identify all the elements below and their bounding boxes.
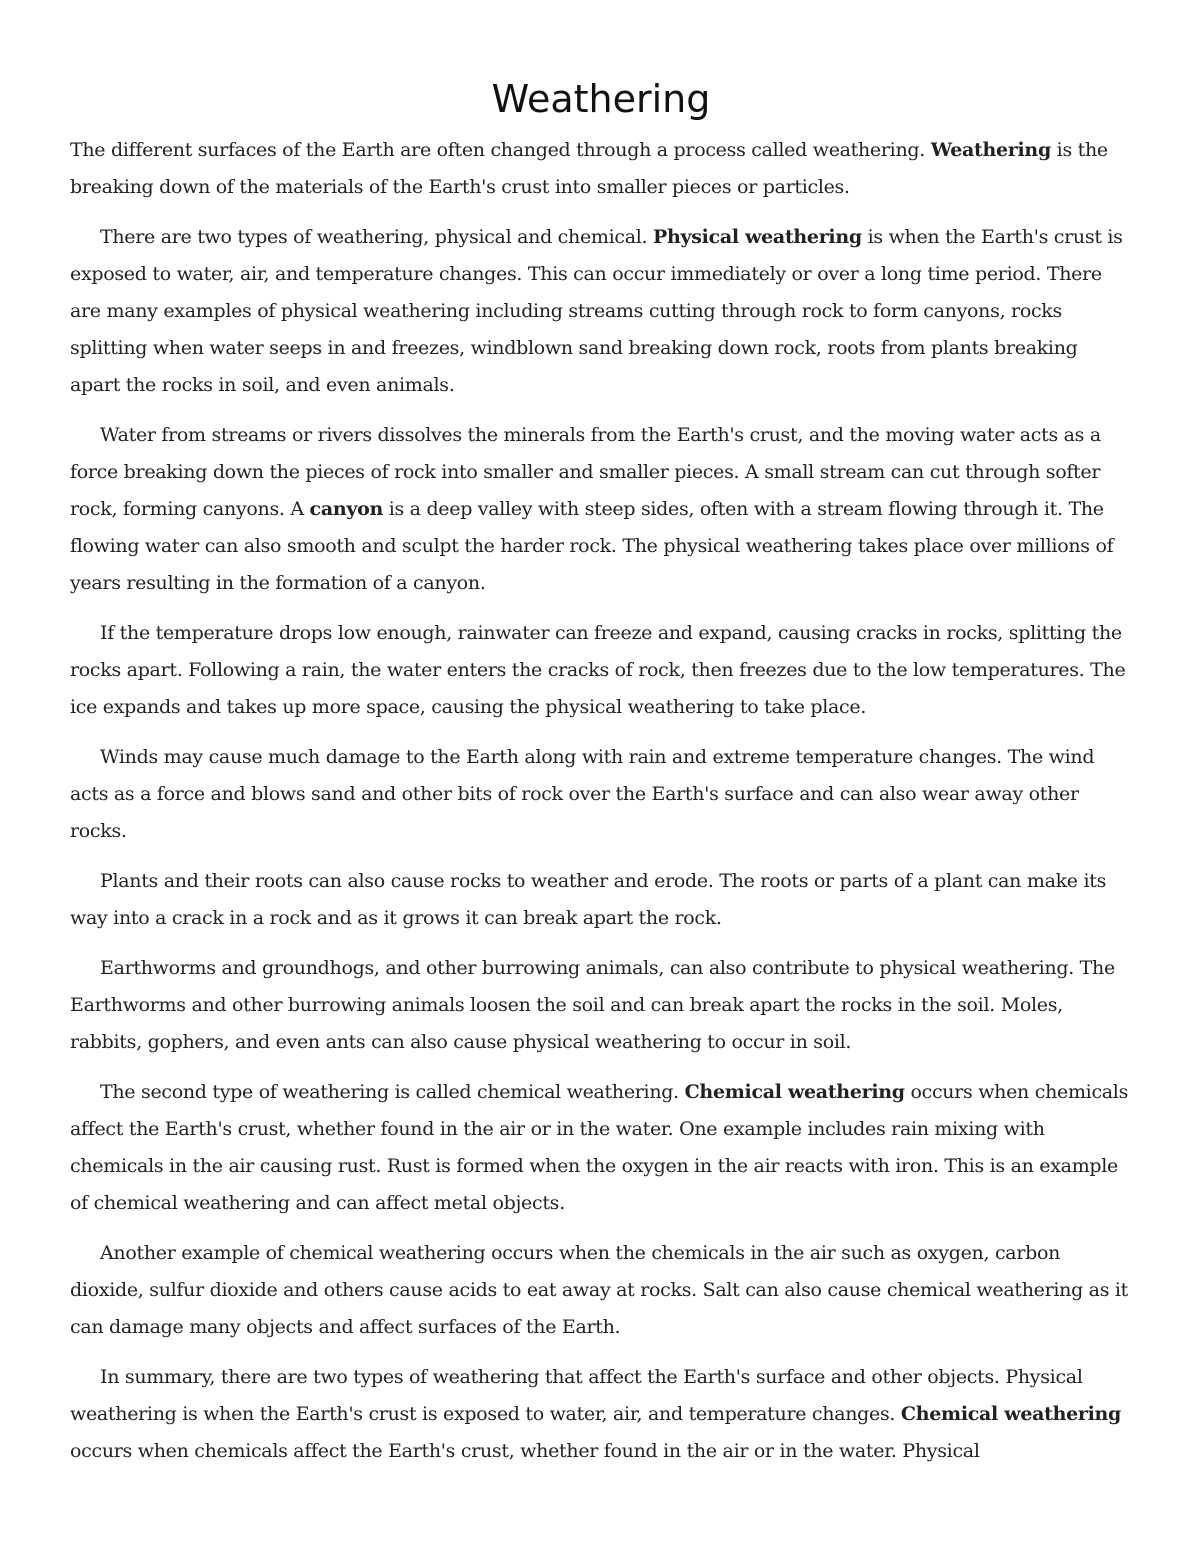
paragraph-text: Earthworms and groundhogs, and other burrowing animals, can also contribute to physical weathering. The Earthworms and other burrowing animals loosen the soil and can break apart the rocks in the soil. Moles, rabbits, gophers, and even ants can also cause physical weathering to occur in soil.: [70, 957, 1115, 1053]
paragraph-summary: [70, 1359, 1132, 1470]
paragraph-text: Winds may cause much damage to the Earth along with rain and extreme temperature changes. The wind acts as a force and blows sand and other bits of rock over the Earth's surface and can also wear away other rocks.: [70, 746, 1095, 842]
paragraph-text: is the breaking down of the materials of the Earth's crust into smaller pieces or particles.: [70, 139, 1108, 198]
paragraph-water: [70, 417, 1132, 602]
paragraph-intro: [70, 132, 1132, 206]
page-title: Weathering: [491, 77, 711, 121]
paragraph-plants: [70, 863, 1132, 937]
paragraph-text: Water from streams or rivers dissolves the minerals from the Earth's crust, and the moving water acts as a force breaking down the pieces of rock into smaller and smaller pieces. A small stream can cut through softer rock, forming canyons. A: [70, 424, 1101, 520]
bold-term-chemical-weathering: Chemical weathering: [900, 1403, 1122, 1425]
paragraph-physical-weathering: [70, 219, 1132, 404]
bold-term-weathering: Weathering: [930, 139, 1051, 161]
paragraph-wind: [70, 739, 1132, 850]
paragraph-freezing: [70, 615, 1132, 726]
document-page: [70, 74, 1132, 1483]
bold-term-physical-weathering: Physical weathering: [653, 226, 862, 248]
paragraph-chemical-weathering: [70, 1074, 1132, 1222]
paragraph-animals: [70, 950, 1132, 1061]
paragraph-text: is when the Earth's crust is exposed to water, air, and temperature changes. This can occur immediately or over a long time period. There are many examples of physical weathering including streams cutting through rock to form canyons, rocks splitting when water seeps in and freezes, windblown sand breaking down rock, roots from plants breaking apart the rocks in soil, and even animals.: [70, 226, 1123, 396]
paragraph-text: The different surfaces of the Earth are often changed through a process called weathering.: [70, 139, 931, 161]
bold-term-canyon: canyon: [309, 498, 383, 520]
bold-term-chemical-weathering: Chemical weathering: [684, 1081, 905, 1103]
paragraph-acids-salt: [70, 1235, 1132, 1346]
paragraph-text: If the temperature drops low enough, rainwater can freeze and expand, causing cracks in rocks, splitting the rocks apart. Following a rain, the water enters the cracks of rock, then freezes due to the low temperatures. The ice expands and takes up more space, causing the physical weathering to take place.: [70, 622, 1126, 718]
paragraph-text: Plants and their roots can also cause rocks to weather and erode. The roots or parts of a plant can make its way into a crack in a rock and as it grows it can break apart the rock.: [70, 870, 1107, 929]
paragraph-text: There are two types of weathering, physical and chemical.: [100, 226, 654, 248]
paragraph-text: Another example of chemical weathering occurs when the chemicals in the air such as oxygen, carbon dioxide, sulfur dioxide and others cause acids to eat away at rocks. Salt can also cause chemical weathering as it can damage many objects and affect surfaces of the Earth.: [70, 1242, 1129, 1338]
paragraph-text: In summary, there are two types of weathering that affect the Earth's surface and other objects. Physical weathering is when the Earth's crust is exposed to water, air, and temperature changes.: [70, 1366, 1083, 1425]
paragraph-text: The second type of weathering is called chemical weathering.: [100, 1081, 685, 1103]
paragraph-text: is a deep valley with steep sides, often with a stream flowing through it. The flowing water can also smooth and sculpt the harder rock. The physical weathering takes place over millions of years resulting in the formation of a canyon.: [70, 498, 1114, 594]
paragraph-text: occurs when chemicals affect the Earth's crust, whether found in the air or in the water. Physical: [70, 1440, 980, 1462]
paragraph-text: occurs when chemicals affect the Earth's crust, whether found in the air or in the water. One example includes rain mixing with chemicals in the air causing rust. Rust is formed when the oxygen in the air reacts with iron. This is an example of chemical weathering and can affect metal objects.: [70, 1081, 1129, 1214]
